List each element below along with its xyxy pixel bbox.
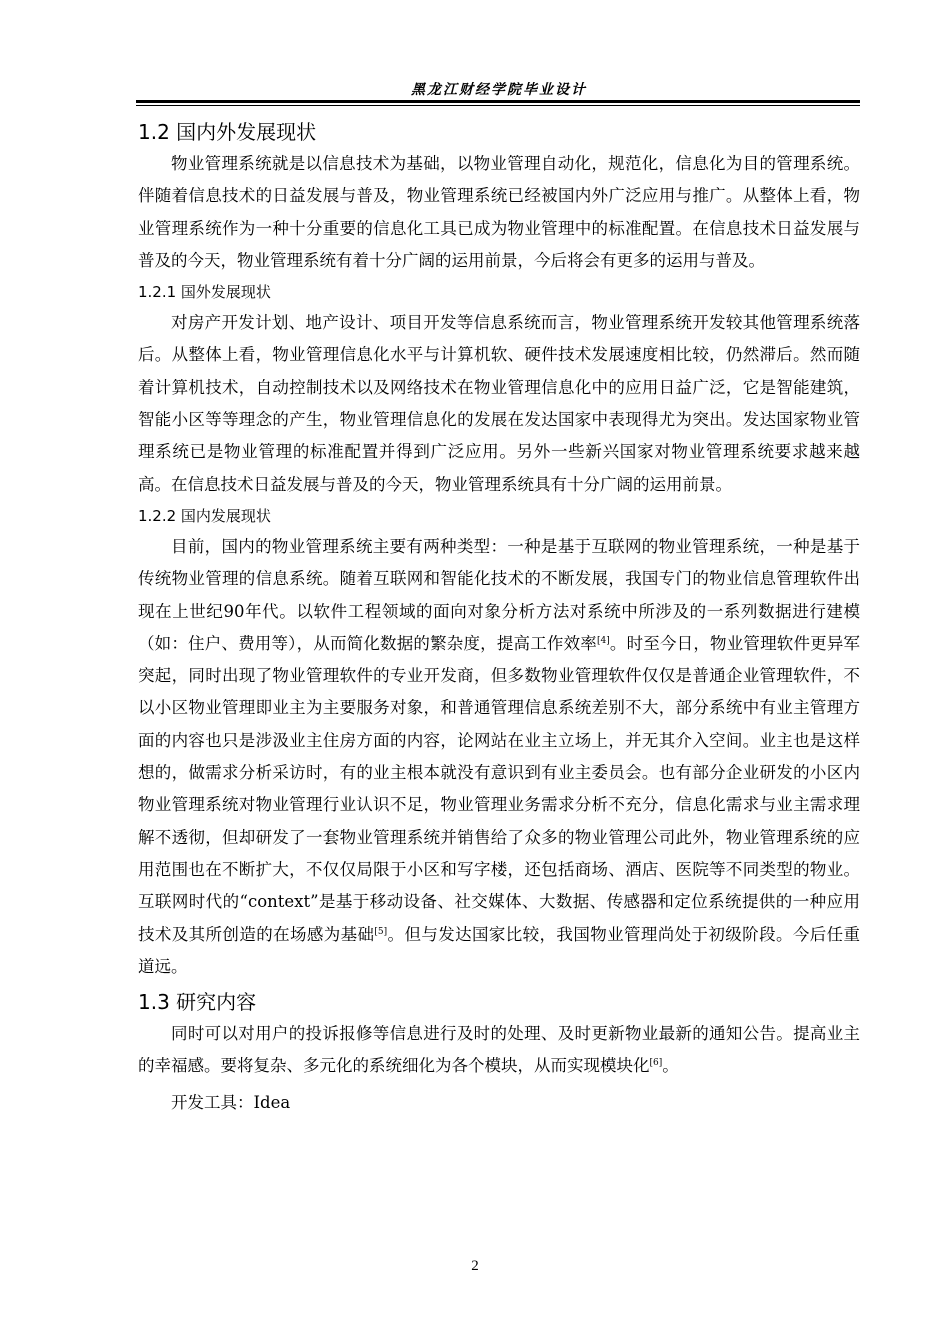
header-rule-thin: [136, 105, 860, 106]
citation-5: [5]: [374, 926, 388, 937]
section-heading-1-3: 1.3 研究内容: [138, 990, 257, 1015]
section-1-2-2-paragraph: [138, 531, 860, 983]
paragraph-text: 目前，国内的物业管理系统主要有两种类型：一种是基于互联网的物业管理系统，一种是基于传统物业管理的信息系统。随着互联网和智能化技术的不断发展，我国专门的物业信息管理软件出现在上世纪90年代。以软件工程领域的面向对象分析方法对系统中所涉及的一系列数据进行建模（如：住户、费用等），从而简化数据的繁杂度，提高工作效率: [138, 536, 860, 653]
section-1-3-paragraph: [138, 1018, 860, 1083]
section-heading-1-2-2: 1.2.2 国内发展现状: [138, 506, 271, 525]
header-rule-thick: [136, 100, 860, 103]
page-number: 2: [471, 1258, 479, 1274]
paragraph-text: 。: [662, 1056, 679, 1076]
paragraph-text: 。但与发达国家比较，我国物业管理尚处于初级阶段。今后任重道远。: [138, 924, 861, 976]
section-heading-1-2-1: 1.2.1 国外发展现状: [138, 283, 271, 302]
dev-tool-line: 开发工具：Idea: [171, 1092, 291, 1112]
section-1-2-1-paragraph: 对房产开发计划、地产设计、项目开发等信息系统而言，物业管理系统开发较其他管理系统落后。从整体上看，物业管理信息化水平与计算机软、硬件技术发展速度相比较，仍然滞后。然而随着计算机技术，自动控制技术以及网络技术在物业管理信息化中的应用日益广泛，它是智能建筑，智能小区等等理念的产生，物业管理信息化的发展在发达国家中表现得尤为突出。发达国家物业管理系统已是物业管理的标准配置并得到广泛应用。另外一些新兴国家对物业管理系统要求越来越高。在信息技术日益发展与普及的今天，物业管理系统具有十分广阔的运用前景。: [138, 313, 860, 494]
paragraph-text: 。时至今日，物业管理软件更异军突起，同时出现了物业管理软件的专业开发商，但多数物业管理软件仅仅是普通企业管理软件，不以小区物业管理即业主为主要服务对象，和普通管理信息系统差别不大，部分系统中有业主管理方面的内容也只是涉汲业主住房方面的内容，论网站在业主立场上，并无其介入空间。业主也是这样想的，做需求分析采访时，有的业主根本就没有意识到有业主委员会。也有部分企业研发的小区内物业管理系统对物业管理行业认识不足，物业管理业务需求分析不充分，信息化需求与业主需求理解不透彻，但却研发了一套物业管理系统并销售给了众多的物业管理公司此外，物业管理系统的应用范围也在不断扩大，不仅仅局限于小区和写字楼，还包括商场、酒店、医院等不同类型的物业。互联网时代的“context”是基于移动设备、社交媒体、大数据、传感器和定位系统提供的一种应用技术及其所创造的在场感为基础: [138, 633, 861, 944]
citation-6: [6]: [649, 1058, 663, 1069]
citation-4: [4]: [596, 635, 610, 646]
section-1-2-paragraph: 物业管理系统就是以信息技术为基础，以物业管理自动化，规范化，信息化为目的管理系统。伴随着信息技术的日益发展与普及，物业管理系统已经被国内外广泛应用与推广。从整体上看，物业管理系统作为一种十分重要的信息化工具已成为物业管理中的标准配置。在信息技术日益发展与普及的今天，物业管理系统有着十分广阔的运用前景，今后将会有更多的运用与普及。: [138, 154, 860, 270]
paragraph-text: 同时可以对用户的投诉报修等信息进行及时的处理、及时更新物业最新的通知公告。提高业主的幸福感。要将复杂、多元化的系统细化为各个模块，从而实现模块化: [138, 1024, 860, 1076]
running-header: 黑龙江财经学院毕业设计: [411, 82, 587, 98]
section-heading-1-2: 1.2 国内外发展现状: [138, 120, 317, 144]
body-content: [138, 116, 860, 1119]
